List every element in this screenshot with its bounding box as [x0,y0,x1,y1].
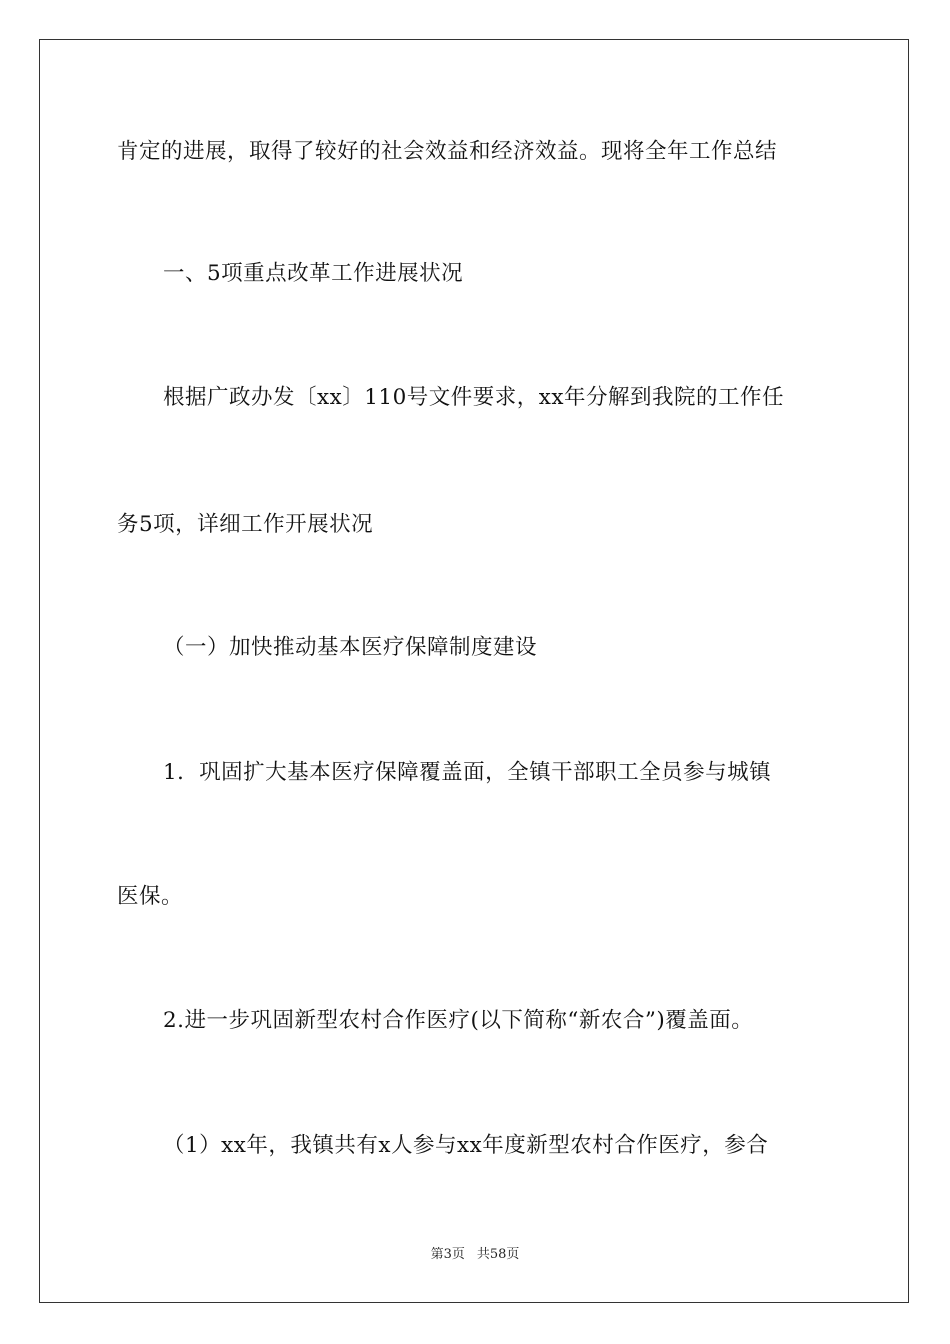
body-line-3: 务5项，详细工作开展状况 [117,512,374,537]
body-line-2: 根据广政办发〔xx〕110号文件要求，xx年分解到我院的工作任 [163,385,785,410]
page-number: 第3页 [430,1247,465,1262]
page-total: 共58页 [476,1247,520,1262]
body-line-6: 2.进一步巩固新型农村合作医疗(以下简称“新农合”)覆盖面。 [163,1008,754,1033]
subsection-heading: （一）加快推动基本医疗保障制度建设 [163,635,538,660]
body-line-5: 医保。 [117,884,184,909]
section-heading: 一、5项重点改革工作进展状况 [163,261,464,286]
body-line-1: 肯定的进展，取得了较好的社会效益和经济效益。现将全年工作总结 [117,139,778,164]
page-border [39,39,909,1303]
page-footer [0,1246,950,1264]
body-line-4: 1．巩固扩大基本医疗保障覆盖面，全镇干部职工全员参与城镇 [163,760,772,785]
body-line-7: （1）xx年，我镇共有x人参与xx年度新型农村合作医疗，参合 [163,1133,769,1158]
